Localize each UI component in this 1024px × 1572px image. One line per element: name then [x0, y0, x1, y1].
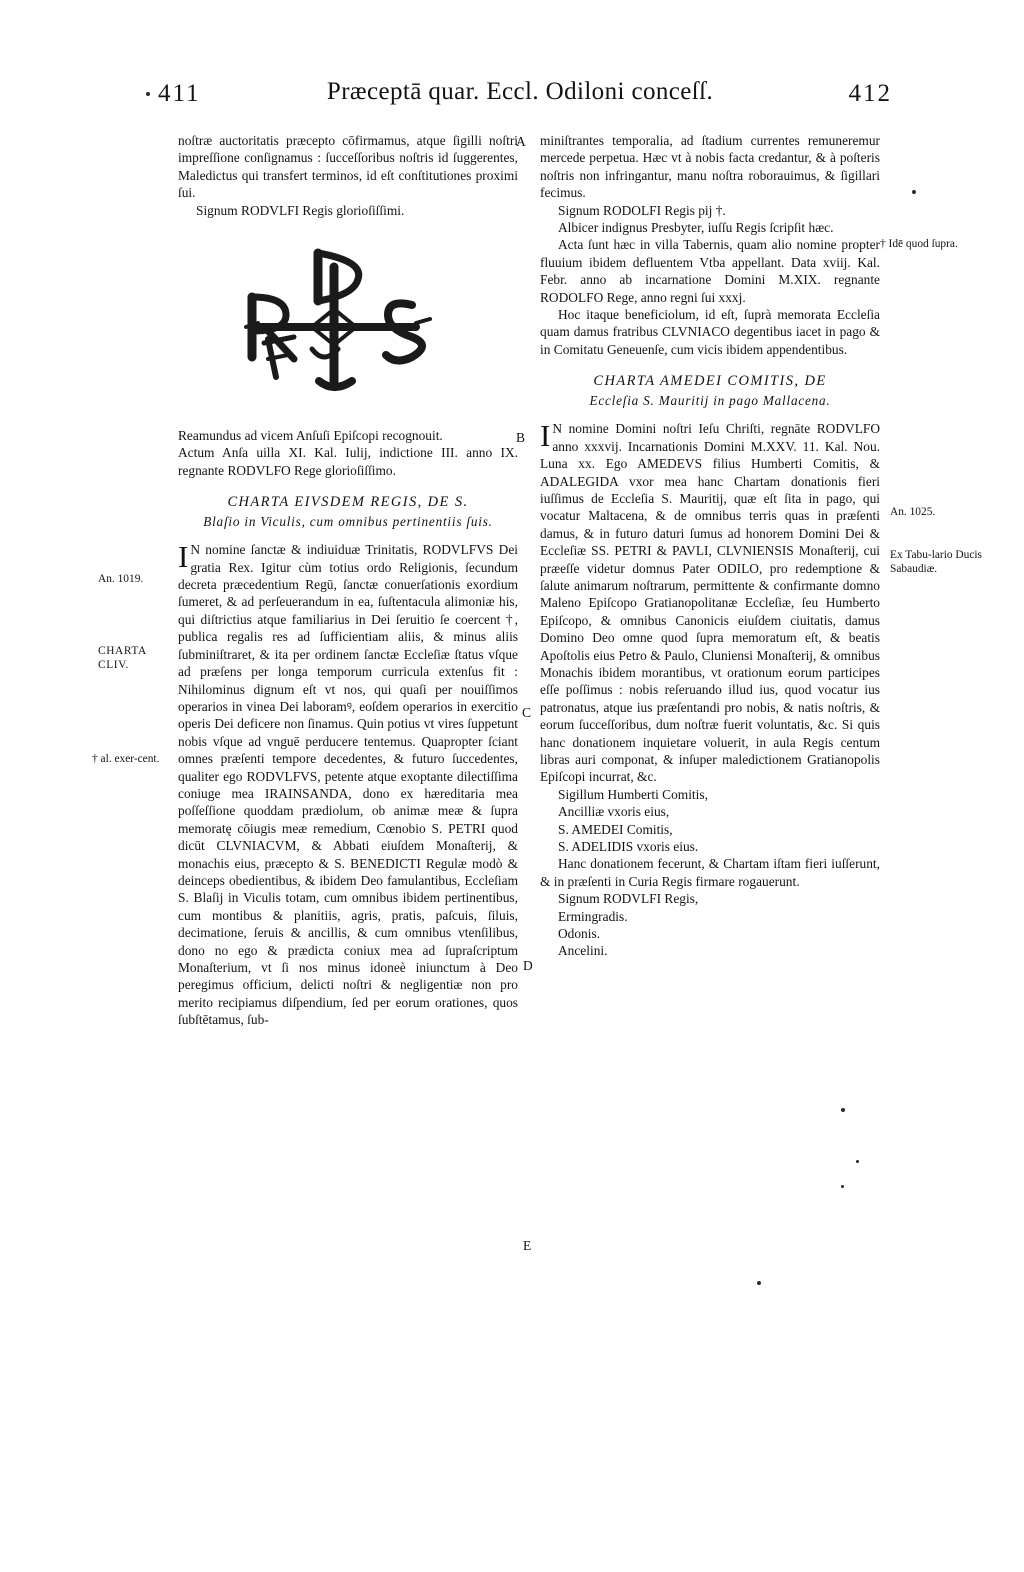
drop-cap-initial: I: [178, 539, 189, 575]
section-heading-line-2: Blaſio in Viculis, cum omnibus pertinentiis ſuis.: [203, 514, 493, 530]
section-heading-line-1: CHARTA EIVSDEM REGIS, DE S.: [227, 494, 469, 511]
monogram-drawing: [206, 231, 496, 421]
paragraph-confirmation-text: noſtræ auctoritatis præcepto cōfirmamus, atque ſigilli noſtri impreſſione conſignamus : ſucceſſoribus noſtris id ſuggerentes, Maledictus qui transfert terminos, id eſt conſtitutiones proximi ſui.: [178, 133, 518, 201]
folio-number-left: 411: [158, 80, 201, 107]
paragraph-hanc-donationem: Hanc donationem fecerunt, & Chartam iſtam fieri iuſſerunt, & in præſenti in Curia Regis firmare rogauerunt.: [540, 856, 880, 889]
paragraph-signum-rodulfi: [178, 202, 518, 219]
margin-letter-b: B: [516, 430, 526, 445]
signature-line-4: S. ADELIDIS vxoris eius.: [558, 839, 699, 855]
final-signature-1: Signum RODVLFI Regis,: [558, 891, 699, 907]
signum-rodolfi-text: Signum RODOLFI Regis pij †.: [558, 202, 726, 218]
signature-line-1: Sigillum Humberti Comitis,: [558, 786, 708, 802]
hoc-itaque-text: Hoc itaque beneficiolum, id eſt, ſuprà memorata Eccleſia quam damus fratribus CLVNIACO degentibus iacet in pago & in Comitatu Geneuenſe, cum vicis ibidem appendentibus.: [540, 307, 880, 357]
charter-body-left-text: N nomine ſanctæ & indiuiduæ Trinitatis, RODVLFVS Dei gratia Rex. Igitur cùm totius ordo Religionis, ſecundum decreta præcedentium Regū, ſanctæ conuerſationis exordium ſumeret, & ad perſeuerandum in ea, ſuſtentacula alimoniæ his, qui diſtrictius atque familiarius in Dei ſeruitio ſe coercent †, publica regalis res ad ſufficientiam aliis, & minus aliis ſubminiſtraret, & ita per ordinem ſanctæ Eccleſiæ ſtatus vſque ad præſens per longa temporum curricula extenſus fit : Nihilominus dignum eſt vt nos, qui quaſi per nouiſſimos operarios in vinea Dei laboramꝰ, eoſdem operarios in exercitio operis Dei deficere non ſinamus. Quin potius vt vires ſuppetunt nobis vſque ad vnguē perducere tentemus. Quapropter ſciant omnes præſenti tempore decedentes, & futuro ſuccedentes, qualiter ego RODVLFVS, petente atque exoptante dilectiſſima coniuge mea IRAINSANDA, dono ex hæreditaria mea poſſeſſione quoddam prædiolum, ob animæ meæ & ſupra memoratę cōiugis meæ remedium, Cœnobio S. PETRI quod dicūt CLVNIACVM, & Abbati eiuſdem Monaſterij, & monachis eius, præcepto & S. BENEDICTI Regulæ modò & deinceps obedientibus, & ibidem Deo famulantibus, Eccleſiam S. Blaſij in Viculis totam, cum omnibus ibidem pertinentibus, cum montibus & planitiis, agris, pratis, paſcuis, ſiluis, decimatione, ſeruis & ancillis, & cum omnibus vtenſilibus, dono no ego & prædicta coniux mea ad ſupraſcriptum Monaſterium, vt ſi nos minus idoneè iniunctum à Deo peregimus officium, delicti noſtri & negligentiæ non pro merito recipiamus diſpendium, ſed per eorum orationes, quos ſubſtētamus, ſub-: [178, 542, 518, 1028]
royal-monogram-figure: [178, 231, 518, 421]
reamundus-text: Reamundus ad vicem Anſuſi Epiſcopi recognouit.: [178, 428, 443, 444]
marginal-note-an-1025: An. 1025.: [890, 506, 936, 518]
paragraph-albicer: [540, 219, 880, 236]
charter-body-right: [540, 420, 880, 786]
actum-ansa-text: Actum Anſa uilla XI. Kal. Iulij, indictione III. anno IX. regnante RODVLFO Rege glorioſiſſimo.: [178, 445, 518, 478]
paragraph-hoc-itaque: [540, 306, 880, 358]
signature-line-2: Ancilliæ vxoris eius,: [558, 804, 670, 820]
right-text-column: [540, 132, 880, 960]
marginal-note-idem-quod-supra: † Idē quod ſupra.: [880, 238, 958, 250]
charter-body-right-text: N nomine Domini noſtri Ieſu Chriſti, regnāte RODVLFO anno xxxvij. Incarnationis Domini M.XXV. 11. Kal. Nou. Luna xx. Ego AMEDEVS filius Humberti Comitis, & ADALEGIDA vxor mea hanc Chartam donationis fieri iuſſimus de Eccleſia S. Mauritij, quæ eſt ſita in pago, qui vocatur Maltacena, & de omnibus terris quas in præſenti damus, & in futuro daturi ſumus ad honorem Domini Dei & Eccleſiæ SS. PETRI & PAVLI, CLVNIENSIS Monaſterij, cui præeſſe videtur domnus Pater ODILO, pro redemptione & ſalute animarum noſtrarum, permittente & confirmante domno Maleno Epiſcopo Gratianopolitanæ Eccleſiæ, ſeu Humberto Epiſcopo, & omnibus Canonicis eiuſdem ciuitatis, damus Domino Deo omne quod ſupra memoratum eſt, & beatis Apoſtolis eius Petro & Paulo, Cluniensi Monaſterij, & omnibus Monachis ibidem morantibus, vt orationum eorum participes eſſe poſſimus : nobis reſeruando illud ius, quod vocatur ius patronatus, atque ius præſentandi pro nobis, & natis noſtris, & eorum ſucceſſoribus, dum noſtræ fuerit voluntatis, &c. Si quis hanc donationem inquietare voluerit, in aula Regis centum libras auri componat, & inſuper maledictionem Gratianopolis Epiſcopi incurrat, &c.: [540, 421, 880, 785]
acta-sunt-text: Acta ſunt hæc in villa Tabernis, quam alio nomine propter fluuium ibidem defluentem Vtba appellant. Data xviij. Kal. Febr. anno ab incarnatione Domini M.XIX. regnante RODOLFO Rege, anno regni ſui xxxj.: [540, 237, 880, 305]
drop-cap-initial-right: I: [540, 418, 551, 454]
paragraph-signum-rodolfi: [540, 202, 880, 219]
signature-line-3: S. AMEDEI Comitis,: [558, 821, 673, 837]
paragraph-acta-sunt: [540, 236, 880, 306]
margin-letter-c: C: [522, 705, 532, 720]
albicer-text: Albicer indignus Presbyter, iuſſu Regis ſcripſit hæc.: [558, 220, 834, 236]
marginal-note-charta-cliv: CHARTA CLIV.: [98, 645, 147, 671]
paragraph-reamundus: [178, 427, 518, 444]
ministrantes-text: miniſtrantes temporalia, ad ſtadium currentes remuneremur mercede perpetua. Hæc vt à nobis facta credantur, & à poſteris noſtris non infringantur, manu noſtra roborauimus, & ſigillari fecimus.: [540, 133, 880, 201]
signum-rodulfi-text: Signum RODVLFI Regis glorioſiſſimi.: [196, 202, 405, 218]
page-header: [140, 78, 900, 114]
paragraph-confirmation: [178, 132, 518, 202]
ink-speck: [856, 1160, 859, 1163]
margin-letter-d: D: [523, 958, 533, 973]
ink-speck: [912, 190, 916, 194]
section-heading-amedei-line-1: CHARTA AMEDEI COMITIS, DE: [593, 373, 827, 390]
running-title: Præceptā quar. Eccl. Odiloni conceſſ.: [326, 78, 714, 105]
final-signature-2: Ermingradis.: [558, 908, 628, 924]
charter-body-left: [178, 541, 518, 1028]
section-heading-charta-amedei: [540, 372, 880, 410]
final-signature-4: Ancelini.: [558, 943, 608, 959]
left-text-column: [178, 132, 518, 1029]
paragraph-ministrantes: [540, 132, 880, 202]
marginal-note-al-exercent: † al. exer-cent.: [92, 753, 160, 765]
ink-speck: [841, 1185, 844, 1188]
final-signature-3: Odonis.: [558, 926, 601, 942]
folio-number-right: 412: [848, 80, 892, 107]
ink-speck: [757, 1281, 761, 1285]
section-heading-amedei-line-2: Eccleſia S. Mauritij in pago Mallacena.: [589, 393, 831, 409]
margin-letter-e: E: [523, 1238, 532, 1253]
marginal-note-ex-tabulario: Ex Tabu-lario Ducis Sabaudiæ.: [890, 549, 982, 575]
marginal-note-an-1019: An. 1019.: [98, 573, 144, 585]
ink-speck: [841, 1108, 845, 1112]
paragraph-actum-ansa: [178, 444, 518, 479]
margin-letter-a: A: [516, 134, 526, 149]
section-heading-charta-eivsdem: [178, 493, 518, 531]
